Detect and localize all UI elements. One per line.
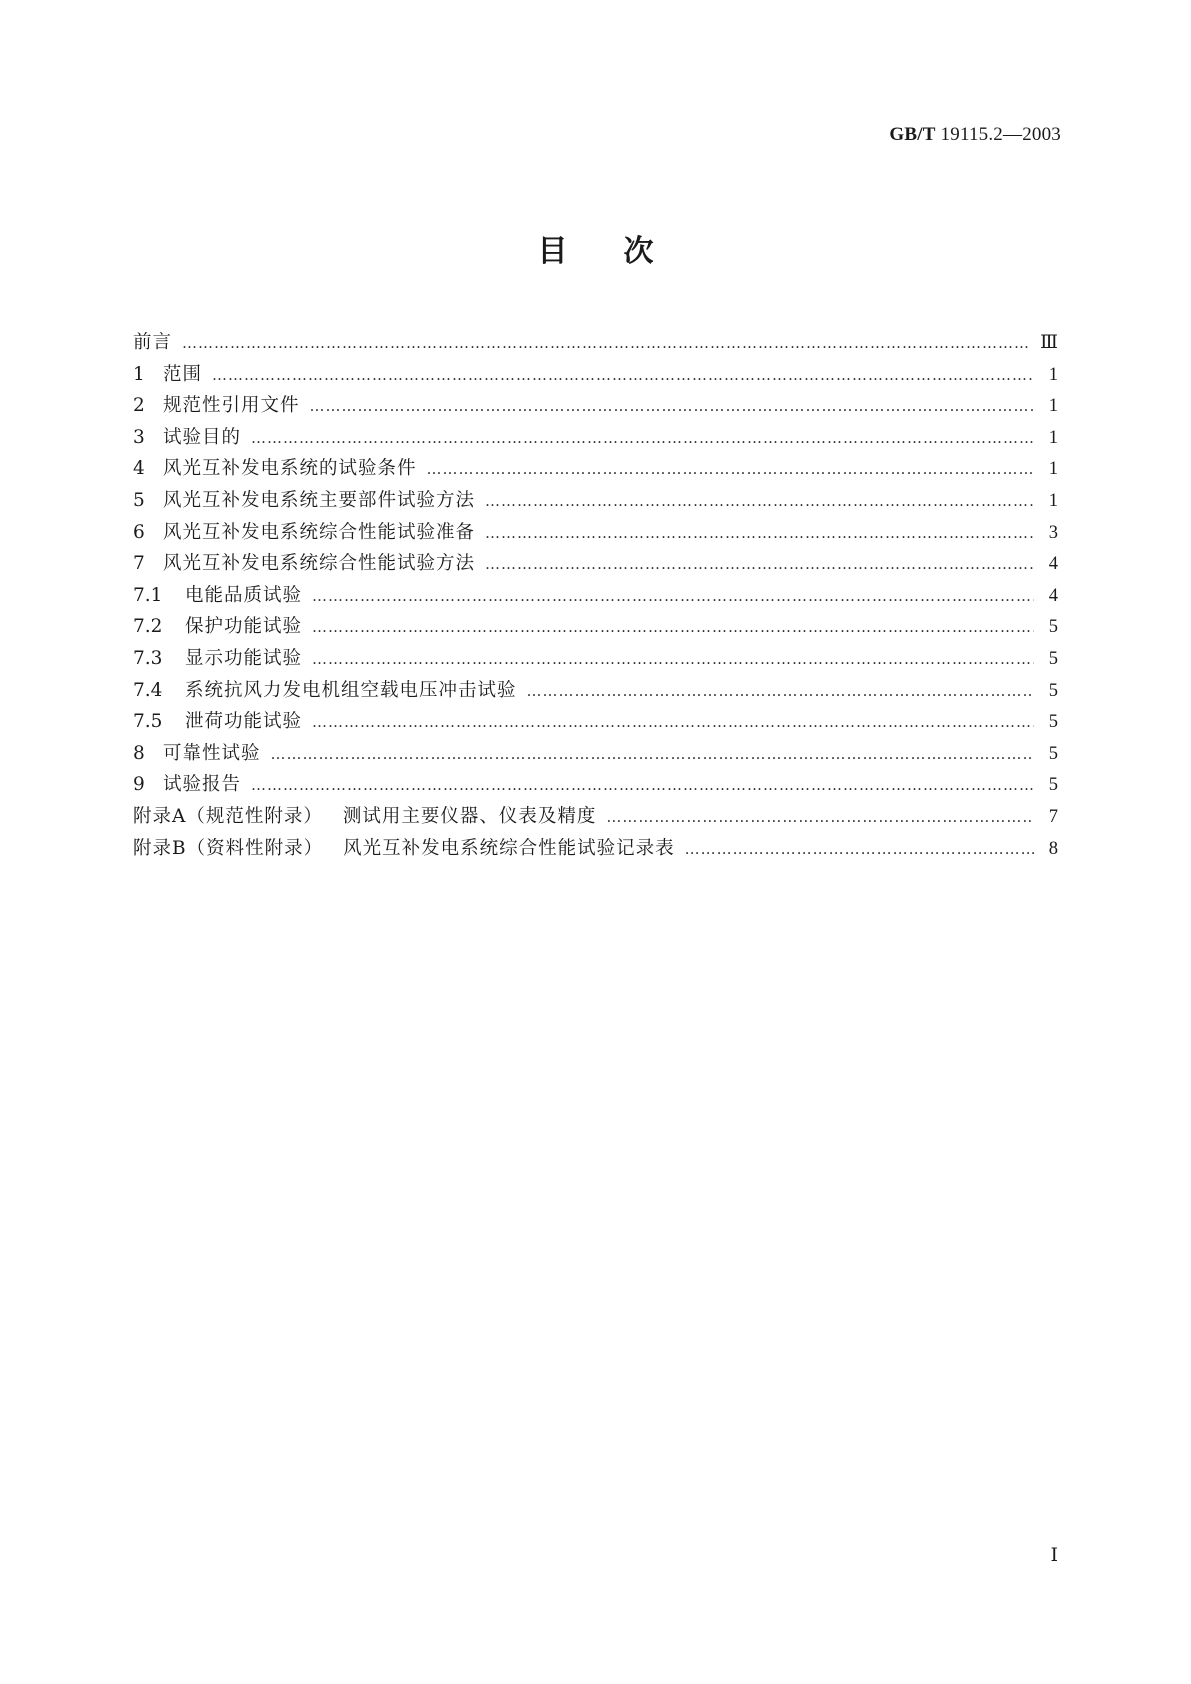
toc-entry-7[interactable]	[133, 549, 1058, 581]
toc-entry-page: 1	[1048, 427, 1058, 448]
toc-entry-label: 风光互补发电系统综合性能试验方法	[163, 553, 476, 575]
toc-entry-number: 6	[133, 521, 145, 543]
toc-appendix-text	[133, 834, 675, 860]
toc-leader-dots	[212, 366, 1034, 384]
toc-entry-number: 7.1	[133, 584, 163, 606]
toc-entry-number: 2	[133, 395, 145, 417]
toc-entry-label: 显示功能试验	[185, 647, 303, 669]
toc-leader-dots	[606, 808, 1034, 826]
toc-entry-5[interactable]	[133, 486, 1058, 518]
toc-leader-dots	[485, 492, 1034, 510]
toc-entry-7-2[interactable]	[133, 612, 1058, 644]
toc-entry-number: 4	[133, 458, 145, 480]
toc-entry-page: 4	[1048, 554, 1058, 575]
toc-entry-page: 4	[1048, 585, 1058, 606]
toc-entry-number: 1	[133, 363, 145, 385]
toc-appendix-prefix: 附录B（资料性附录）	[133, 837, 324, 859]
toc-entry-label: 风光互补发电系统综合性能试验记录表	[343, 837, 675, 859]
toc-entry-label: 风光互补发电系统综合性能试验准备	[163, 521, 476, 543]
toc-leader-dots	[310, 397, 1034, 415]
toc-leader-dots	[685, 840, 1034, 858]
toc-entry-7-5[interactable]	[133, 707, 1058, 739]
toc-leader-dots	[312, 650, 1034, 668]
toc-entry-label: 范围	[163, 363, 203, 385]
toc-leader-dots	[251, 776, 1034, 794]
toc-entry-page: 5	[1048, 712, 1058, 733]
toc-leader-dots	[182, 334, 1030, 352]
toc-entry-page: 5	[1048, 680, 1058, 701]
toc-entry-appendix-b[interactable]	[133, 834, 1058, 866]
toc-entry-label: 规范性引用文件	[163, 395, 300, 417]
toc-entry-6[interactable]	[133, 518, 1058, 550]
toc-entry-number: 5	[133, 489, 145, 511]
toc-entry-number: 7.3	[133, 647, 163, 669]
toc-entry-label: 试验目的	[163, 426, 242, 448]
page-number: Ⅰ	[1050, 1545, 1058, 1566]
toc-entry-page: 7	[1048, 806, 1058, 827]
toc-entry-1[interactable]	[133, 360, 1058, 392]
toc-entry-appendix-a[interactable]	[133, 802, 1058, 834]
toc-leader-dots	[312, 713, 1034, 731]
toc-leader-dots	[251, 429, 1034, 447]
toc-entry-label: 风光互补发电系统主要部件试验方法	[163, 489, 476, 511]
toc-entry-label: 保护功能试验	[185, 616, 303, 638]
toc-entry-page: 5	[1048, 617, 1058, 638]
toc-entry-label: 系统抗风力发电机组空载电压冲击试验	[185, 679, 517, 701]
toc-entry-7-1[interactable]	[133, 581, 1058, 613]
toc-leader-dots	[527, 682, 1034, 700]
toc-entry-label: 电能品质试验	[185, 584, 303, 606]
toc-entry-page: 1	[1048, 490, 1058, 511]
toc-entry-page: 5	[1048, 775, 1058, 796]
standard-code	[889, 124, 1061, 146]
toc-leader-dots	[312, 587, 1034, 605]
toc-entry-label: 风光互补发电系统的试验条件	[163, 458, 417, 480]
toc-leader-dots	[485, 524, 1034, 542]
toc-entry-page: 8	[1048, 838, 1058, 859]
toc-appendix-prefix: 附录A（规范性附录）	[133, 805, 323, 827]
toc-entry-page: 5	[1048, 743, 1058, 764]
toc-entry-page: Ⅲ	[1040, 333, 1058, 353]
toc-entry-number: 7.4	[133, 679, 163, 701]
standard-prefix: GB/T	[889, 124, 936, 145]
toc-entry-9[interactable]	[133, 770, 1058, 802]
toc-entry-page: 1	[1048, 364, 1058, 385]
toc-entry-label: 测试用主要仪器、仪表及精度	[342, 805, 597, 827]
table-of-contents	[133, 328, 1058, 865]
toc-entry-page: 1	[1048, 459, 1058, 480]
toc-entry-2[interactable]	[133, 391, 1058, 423]
toc-entry-number: 8	[133, 742, 145, 764]
toc-entry-number: 7.2	[133, 616, 163, 638]
toc-entry-4[interactable]	[133, 454, 1058, 486]
toc-entry-8[interactable]	[133, 739, 1058, 771]
toc-entry-label: 可靠性试验	[163, 742, 261, 764]
standard-number: 19115.2—2003	[940, 124, 1061, 145]
toc-entry-number: 7.5	[133, 711, 163, 733]
toc-entry-number: 3	[133, 426, 145, 448]
toc-entry-3[interactable]	[133, 423, 1058, 455]
toc-entry-page: 5	[1048, 648, 1058, 669]
toc-leader-dots	[312, 618, 1034, 636]
toc-entry-page: 3	[1048, 522, 1058, 543]
toc-entry-foreword[interactable]	[133, 328, 1058, 360]
toc-appendix-text	[133, 802, 596, 828]
toc-entry-number: 9	[133, 774, 145, 796]
toc-entry-7-3[interactable]	[133, 644, 1058, 676]
toc-leader-dots	[427, 460, 1034, 478]
toc-entry-label: 前言	[133, 332, 173, 353]
toc-entry-number: 7	[133, 553, 145, 575]
toc-entry-label: 试验报告	[163, 774, 242, 796]
toc-entry-page: 1	[1048, 396, 1058, 417]
page-title: 目次	[537, 234, 710, 269]
toc-leader-dots	[485, 555, 1034, 573]
toc-entry-7-4[interactable]	[133, 676, 1058, 708]
toc-leader-dots	[271, 745, 1034, 763]
toc-entry-label: 泄荷功能试验	[185, 711, 303, 733]
